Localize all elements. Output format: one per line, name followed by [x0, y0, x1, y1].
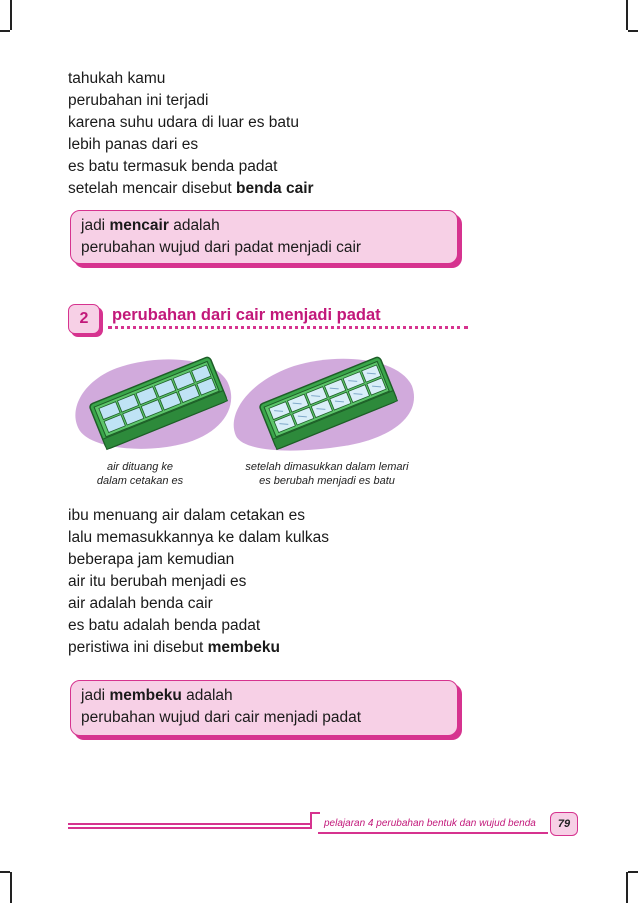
intro-line-last: [68, 178, 314, 200]
body-line: air itu berubah menjadi es: [68, 573, 247, 590]
term-benda-cair: benda cair: [236, 180, 314, 197]
definition-box-membeku: [70, 680, 458, 736]
definition-suffix: adalah: [181, 687, 233, 704]
definition-prefix: jadi: [81, 217, 110, 234]
body-line: air adalah benda cair: [68, 595, 213, 612]
footer-rule-under-text: [318, 832, 548, 834]
definition-line: [81, 685, 447, 707]
body-line: es batu adalah benda padat: [68, 617, 261, 634]
intro-line: es batu termasuk benda padat: [68, 158, 278, 175]
term-membeku: membeku: [207, 639, 280, 656]
footer-rule-vertical: [310, 812, 312, 829]
definition-line-2: perubahan wujud dari padat menjadi cair: [81, 239, 362, 256]
crop-mark: [626, 0, 628, 30]
ice-tray-illustration-right: [224, 336, 424, 458]
caption-right: [222, 460, 432, 488]
intro-last-prefix: setelah mencair disebut: [68, 180, 237, 197]
body-line: ibu menuang air dalam cetakan es: [68, 507, 305, 524]
definition-prefix: jadi: [81, 687, 110, 704]
caption-line: es berubah menjadi es batu: [259, 475, 395, 487]
definition-line: [81, 215, 447, 237]
section-title: perubahan dari cair menjadi padat: [112, 306, 381, 324]
definition-suffix: adalah: [168, 217, 220, 234]
definition-box-mencair: [70, 210, 458, 264]
crop-mark: [10, 872, 12, 903]
crop-mark: [626, 872, 628, 903]
intro-line: tahukah kamu: [68, 70, 166, 87]
page-number: 79: [550, 812, 578, 836]
body-line: beberapa jam kemudian: [68, 551, 235, 568]
caption-line: air dituang ke: [106, 461, 174, 473]
caption-left: [80, 460, 200, 488]
footer-rule-top: [310, 812, 320, 814]
crop-mark: [0, 30, 10, 32]
crop-mark: [10, 0, 12, 30]
body-paragraph: [68, 505, 329, 659]
caption-line: setelah dimasukkan dalam lemari: [245, 461, 409, 473]
caption-line: dalam cetakan es: [96, 475, 184, 487]
intro-line: lebih panas dari es: [68, 136, 199, 153]
intro-line: karena suhu udara di luar es batu: [68, 114, 299, 131]
body-line-last: [68, 637, 329, 659]
section-number-badge: 2: [68, 304, 100, 334]
ice-tray-illustration-left: [62, 336, 242, 458]
crop-mark: [0, 871, 10, 873]
intro-paragraph: [68, 68, 314, 200]
body-last-prefix: peristiwa ini disebut: [68, 639, 208, 656]
footer-rule: [68, 827, 310, 829]
term-membeku-definition: membeku: [109, 687, 182, 704]
footer-chapter-title: pelajaran 4 perubahan bentuk dan wujud benda: [324, 818, 536, 829]
dotted-divider: [108, 326, 468, 329]
crop-mark: [628, 30, 638, 32]
intro-line: perubahan ini terjadi: [68, 92, 209, 109]
footer-rule: [68, 823, 310, 825]
crop-mark: [628, 871, 638, 873]
definition-line-2: perubahan wujud dari cair menjadi padat: [81, 709, 362, 726]
term-mencair: mencair: [109, 217, 169, 234]
body-line: lalu memasukkannya ke dalam kulkas: [68, 529, 330, 546]
